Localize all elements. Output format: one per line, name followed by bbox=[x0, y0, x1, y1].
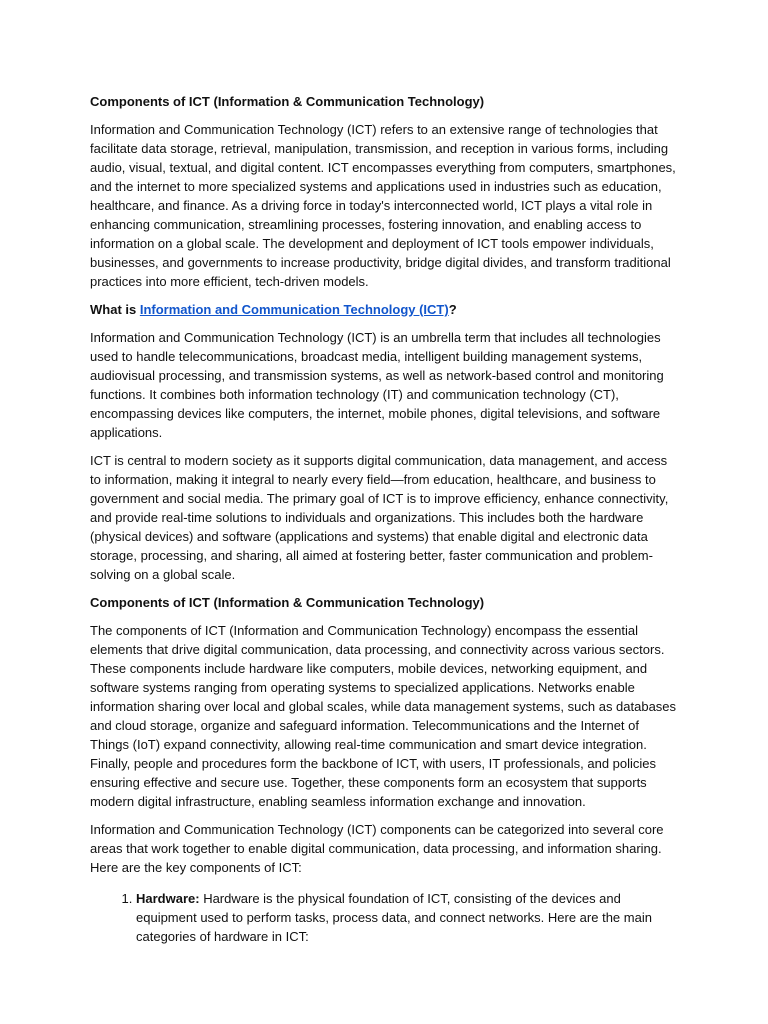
list-item-hardware bbox=[136, 889, 680, 946]
importance-paragraph: ICT is central to modern society as it supports digital communication, data management, and access to information, making it integral to nearly every field—from education, healthcare, and business to government and social media. The primary goal of ICT is to improve efficiency, enhance connectivity, and provide real-time solutions to individuals and organizations. This includes both the hardware (physical devices) and software (applications and systems) that enable digital and electronic data storage, processing, and sharing, all aimed at fostering better, faster communication and problem-solving on a global scale. bbox=[90, 453, 669, 582]
intro-paragraph: Information and Communication Technology (ICT) refers to an extensive range of technologies that facilitate data storage, retrieval, manipulation, transmission, and reception in various forms, including audio, visual, textual, and digital content. ICT encompasses everything from computers, smartphones, and the internet to more specialized systems and applications used in industries such as education, healthcare, and finance. As a driving force in today's interconnected world, ICT plays a vital role in enhancing communication, streamlining processes, fostering innovation, and enabling access to information on a global scale. The development and deployment of ICT tools empower individuals, businesses, and governments to increase productivity, bridge digital divides, and transform traditional practices into more efficient, tech-driven models. bbox=[90, 122, 676, 289]
heading-prefix: What is bbox=[90, 302, 140, 317]
components-list bbox=[90, 889, 680, 946]
heading-suffix: ? bbox=[448, 302, 457, 317]
section-heading-what-is-ict bbox=[90, 300, 680, 319]
categories-paragraph: Information and Communication Technology (ICT) components can be categorized into several core areas that work together to enable digital communication, data processing, and information sharing. Here are the key components of ICT: bbox=[90, 822, 664, 875]
ict-link[interactable]: Information and Communication Technology (ICT) bbox=[139, 302, 449, 317]
section-heading-components: Components of ICT (Information & Communication Technology) bbox=[90, 94, 485, 109]
definition-paragraph: Information and Communication Technology (ICT) is an umbrella term that includes all technologies used to handle telecommunications, broadcast media, intelligent building management systems, audiovisual processing, and transmission systems, as well as network-based control and monitoring functions. It combines both information technology (IT) and communication technology (CT), encompassing devices like computers, the internet, mobile phones, digital televisions, and software applications. bbox=[90, 330, 664, 440]
components-paragraph: The components of ICT (Information and Communication Technology) encompass the essential elements that drive digital communication, data processing, and connectivity across various sectors. These components include hardware like computers, mobile devices, networking equipment, and software systems ranging from operating systems to specialized applications. Networks enable information sharing over local and global scales, while data management systems, such as databases and cloud storage, organize and safeguard information. Telecommunications and the Internet of Things (IoT) expand connectivity, allowing real-time communication and smart device integration. Finally, people and procedures form the backbone of ICT, with users, IT professionals, and policies ensuring effective and secure use. Together, these components form an ecosystem that supports modern digital infrastructure, enabling seamless information exchange and innovation. bbox=[90, 623, 677, 809]
list-item-term: Hardware: bbox=[136, 891, 200, 906]
list-item-text: Hardware is the physical foundation of ICT, consisting of the devices and equipment used to perform tasks, process data, and connect networks. Here are the main categories of hardware in ICT: bbox=[136, 891, 652, 944]
document-page bbox=[90, 92, 680, 946]
section-heading-components-2: Components of ICT (Information & Communication Technology) bbox=[90, 595, 485, 610]
